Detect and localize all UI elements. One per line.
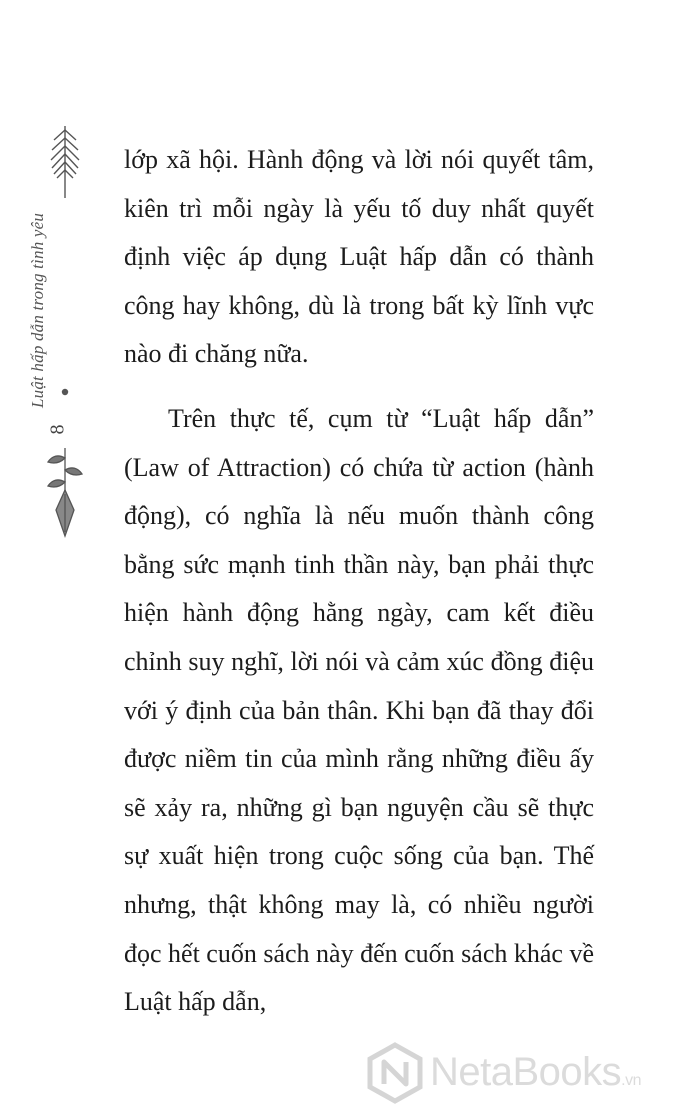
watermark-text <box>430 1050 641 1095</box>
paragraph: Trên thực tế, cụm từ “Luật hấp dẫn” (Law of Attraction) có chứa từ action (hành động), có nghĩa là nếu muốn thành công bằng sức mạnh tinh thần này, bạn phải thực hiện hành động hằng ngày, cam kết điều chỉnh suy nghĩ, lời nói và cảm xúc đồng điệu với ý định của bản thân. Khi bạn đã thay đổi được niềm tin của mình rằng những điều ấy sẽ xảy ra, những gì bạn nguyện cầu sẽ thực sự xuất hiện trong cuộc sống của bạn. Thế nhưng, thật không may là, có nhiều người đọc hết cuốn sách này đến cuốn sách khác về Luật hấp dẫn, <box>124 403 594 1017</box>
running-title <box>24 150 114 410</box>
page-number: 8 <box>46 424 69 435</box>
body-text <box>124 136 594 1027</box>
watermark <box>364 1040 694 1110</box>
running-title-text: Luật hấp dẫn trong tình yêu <box>28 212 47 408</box>
watermark-suffix: .vn <box>621 1072 642 1089</box>
netabooks-logo-icon <box>364 1042 426 1104</box>
paragraph: lớp xã hội. Hành động và lời nói quyết tâm, kiên trì mỗi ngày là yếu tố duy nhất quyết định việc áp dụng Luật hấp dẫn có thành công hay không, dù là trong bất kỳ lĩnh vực nào đi chăng nữa. <box>124 145 594 369</box>
watermark-brand: NetaBooks <box>430 1050 622 1094</box>
